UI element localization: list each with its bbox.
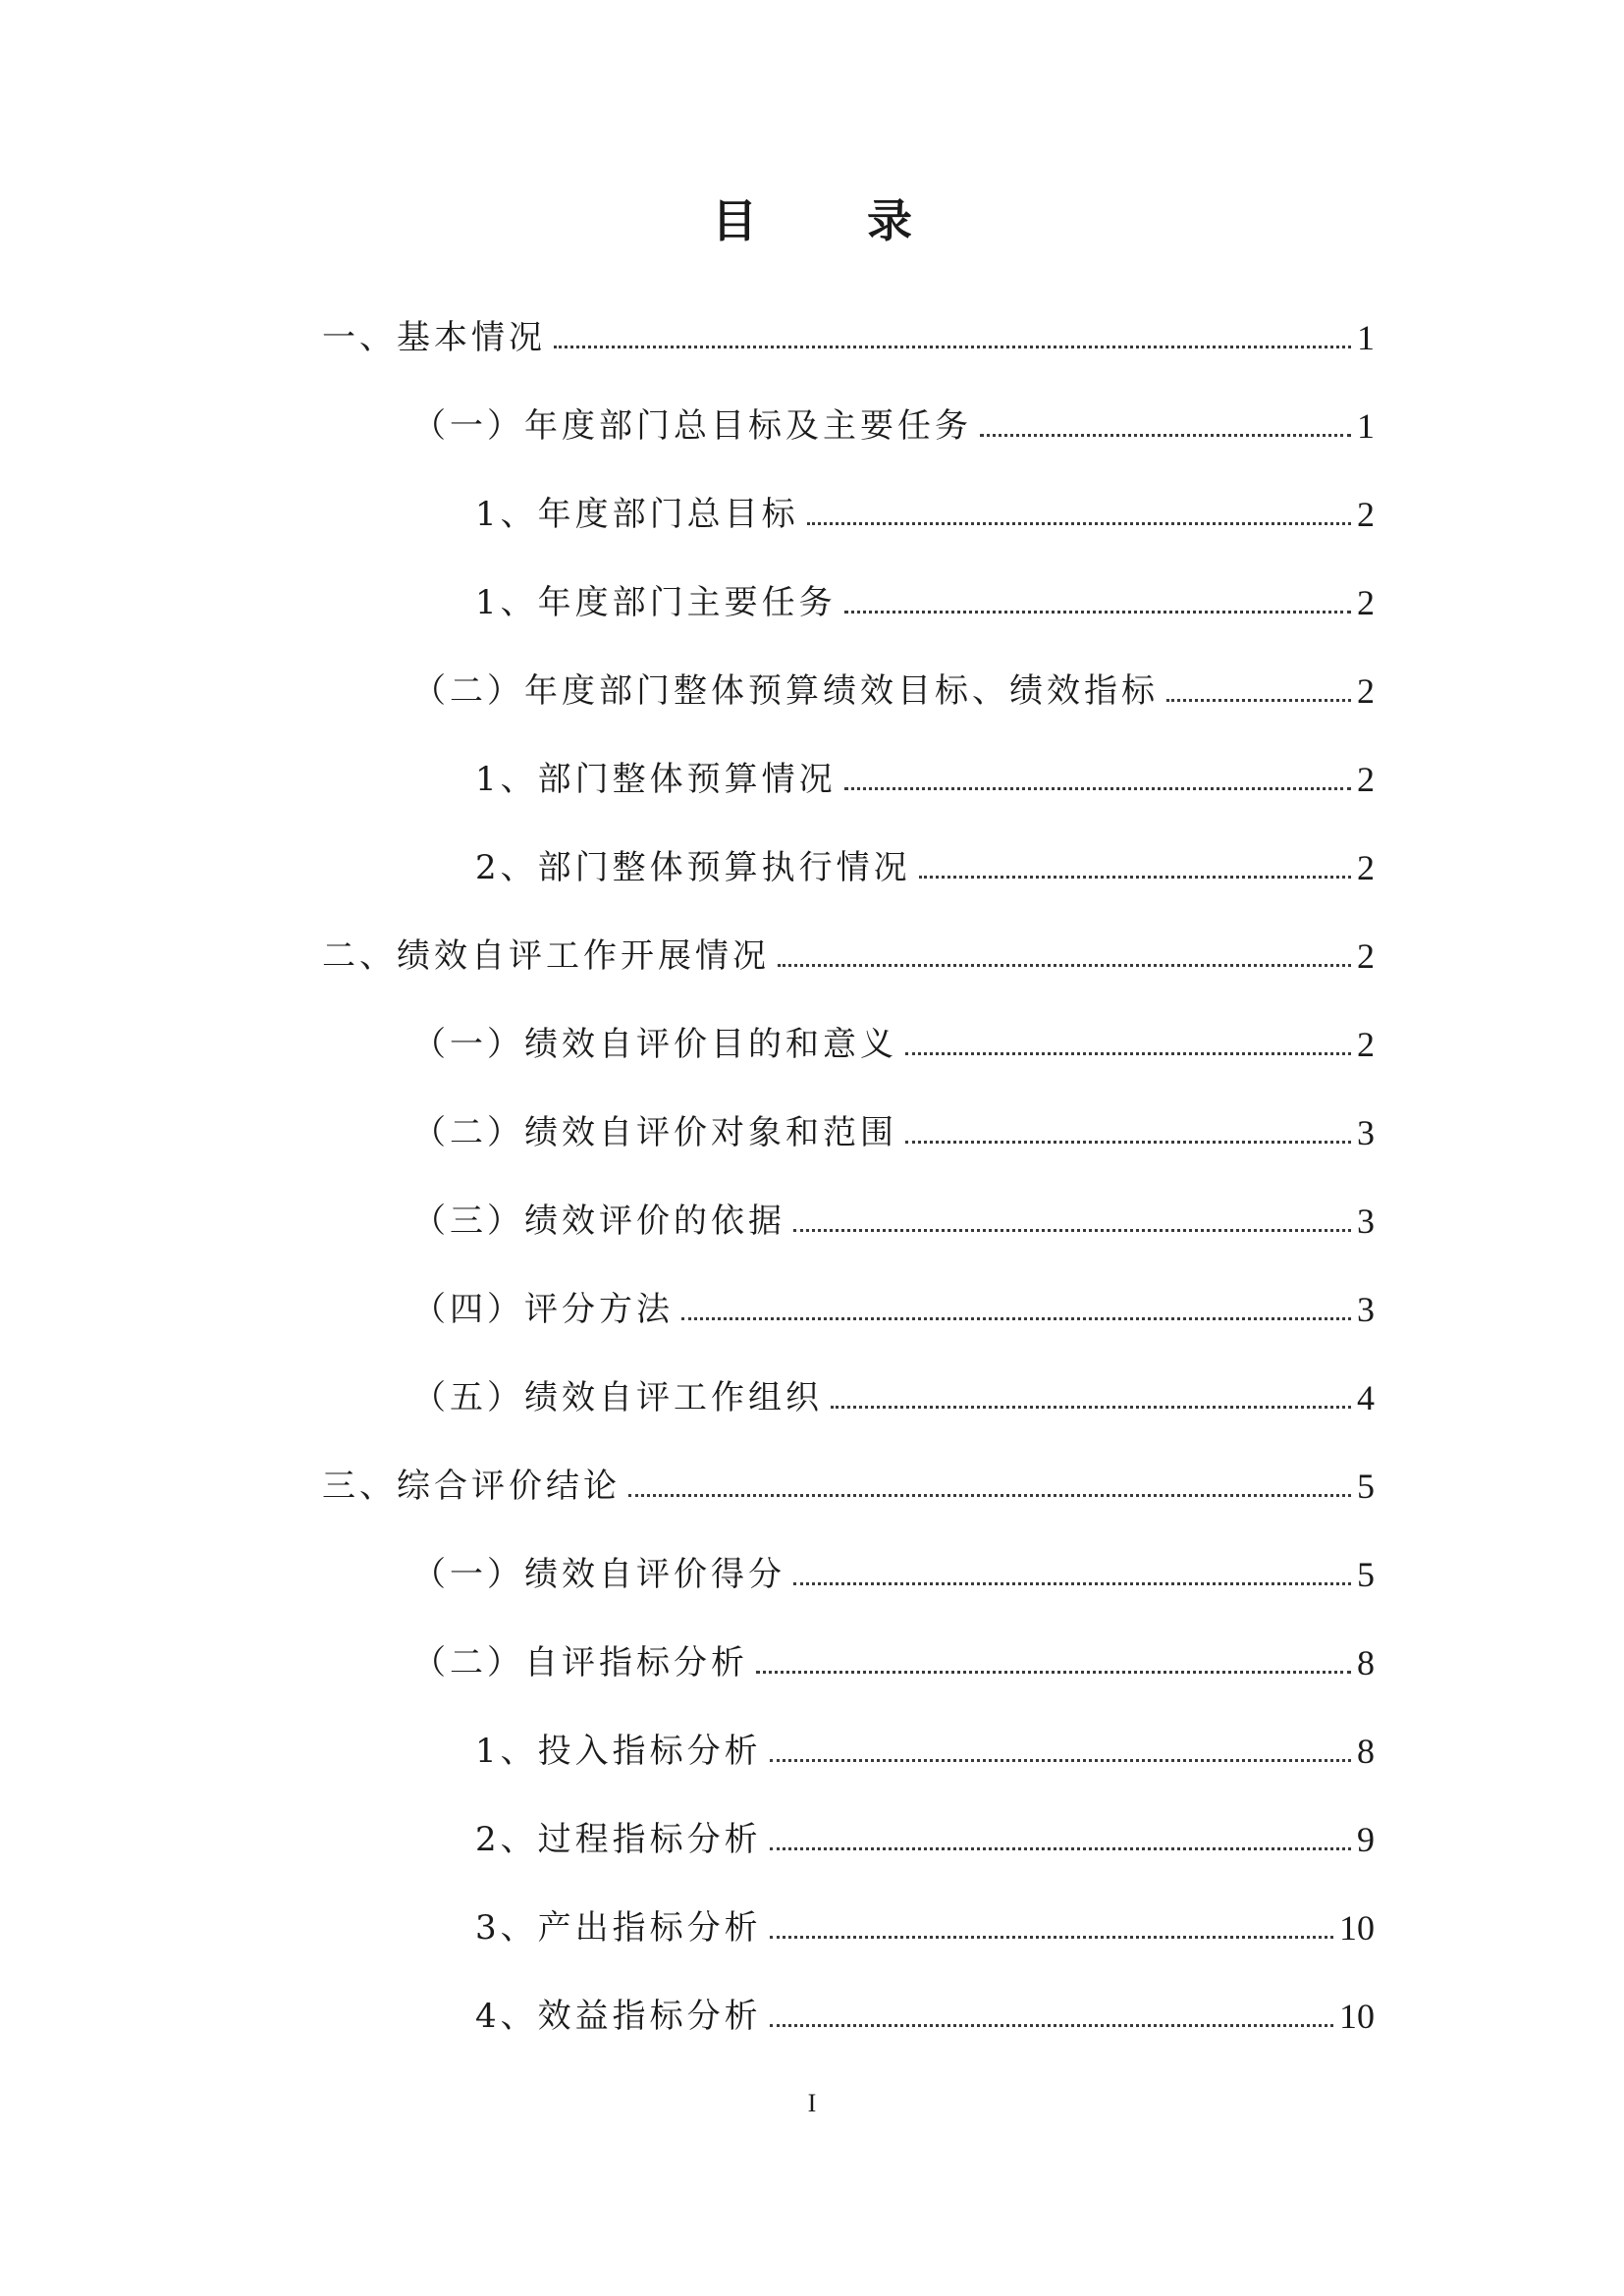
toc-entry-page: 3 [1357,1290,1375,1329]
toc-entry[interactable] [475,567,1375,622]
toc-entry-label: 1、年度部门总目标 [475,495,799,534]
toc-entry[interactable] [412,1097,1375,1152]
toc-entry-page: 2 [1357,760,1375,799]
toc-entry[interactable] [475,479,1375,534]
page-number: I [807,2089,817,2117]
toc-entry-label: 3、产出指标分析 [475,1908,762,1948]
toc-entry-label: 2、部门整体预算执行情况 [475,848,911,887]
toc-entry[interactable] [322,921,1375,976]
toc-entry-page: 5 [1357,1555,1375,1594]
toc-entry[interactable] [412,391,1375,446]
toc-entry-page: 4 [1357,1378,1375,1417]
toc-entry[interactable] [475,744,1375,799]
toc-entry[interactable] [412,1539,1375,1594]
toc-entry-label: 4、效益指标分析 [475,1997,762,2036]
dot-leader [770,1847,1351,1850]
toc-entry-label: 2、过程指标分析 [475,1820,762,1859]
toc-entry-label: （一）年度部门总目标及主要任务 [412,406,972,446]
toc-entry[interactable] [412,1274,1375,1329]
dot-leader [793,1229,1351,1232]
toc-entry-page: 3 [1357,1113,1375,1152]
toc-entry[interactable] [412,1009,1375,1064]
dot-leader [770,1759,1351,1762]
dot-leader [778,964,1351,967]
dot-leader [793,1582,1351,1585]
toc-entry[interactable] [412,656,1375,711]
dot-leader [844,611,1351,614]
toc-entry-label: （一）绩效自评价目的和意义 [412,1025,897,1064]
toc-entry[interactable] [322,302,1375,357]
toc-entry-page: 8 [1357,1643,1375,1682]
dot-leader [905,1052,1351,1055]
toc-entry[interactable] [412,1186,1375,1241]
dot-leader [681,1317,1351,1320]
toc-entry-page: 10 [1339,1997,1375,2036]
toc-entry-label: （四）评分方法 [412,1290,674,1329]
toc-entry-page: 8 [1357,1732,1375,1771]
dot-leader [844,787,1351,790]
dot-leader [554,346,1351,348]
toc-entry-page: 2 [1357,495,1375,534]
dot-leader [831,1406,1351,1409]
toc-entry-label: 一、基本情况 [322,318,546,357]
toc-entry-label: （二）绩效自评价对象和范围 [412,1113,897,1152]
toc-entry-label: （五）绩效自评工作组织 [412,1378,823,1417]
dot-leader [756,1671,1351,1674]
dot-leader [628,1494,1351,1497]
toc-entry-label: 1、投入指标分析 [475,1732,762,1771]
dot-leader [807,522,1351,525]
toc-entry-page: 1 [1357,406,1375,446]
dot-leader [1166,699,1351,702]
dot-leader [770,2024,1333,2027]
toc-entry-page: 2 [1357,671,1375,711]
toc-entry-page: 5 [1357,1467,1375,1506]
toc-entry[interactable] [475,1804,1375,1859]
toc-entry-page: 9 [1357,1820,1375,1859]
toc-entry[interactable] [412,1628,1375,1682]
toc-entry-page: 3 [1357,1201,1375,1241]
toc-entry-label: （三）绩效评价的依据 [412,1201,785,1241]
toc-entry-page: 2 [1357,583,1375,622]
toc-entry[interactable] [475,1893,1375,1948]
dot-leader [919,876,1351,879]
toc-entry-page: 2 [1357,1025,1375,1064]
dot-leader [905,1141,1351,1144]
toc-entry[interactable] [322,1451,1375,1506]
toc-title: 目 录 [711,194,959,247]
toc-entry-label: 三、综合评价结论 [322,1467,621,1506]
toc-entry-label: 1、部门整体预算情况 [475,760,837,799]
toc-entry[interactable] [475,1716,1375,1771]
toc-entry-page: 10 [1339,1908,1375,1948]
toc-entry-page: 1 [1357,318,1375,357]
toc-entry-page: 2 [1357,936,1375,976]
dot-leader [770,1936,1333,1939]
toc-entry-label: 二、绩效自评工作开展情况 [322,936,770,976]
toc-entry[interactable] [475,1981,1375,2036]
toc-entry-label: （二）年度部门整体预算绩效目标、绩效指标 [412,671,1159,711]
toc-entry[interactable] [412,1362,1375,1417]
dot-leader [980,434,1351,437]
toc-entry-label: 1、年度部门主要任务 [475,583,837,622]
toc-entry-label: （一）绩效自评价得分 [412,1555,785,1594]
toc-entry[interactable] [475,832,1375,887]
toc-entry-label: （二）自评指标分析 [412,1643,748,1682]
toc-entry-page: 2 [1357,848,1375,887]
